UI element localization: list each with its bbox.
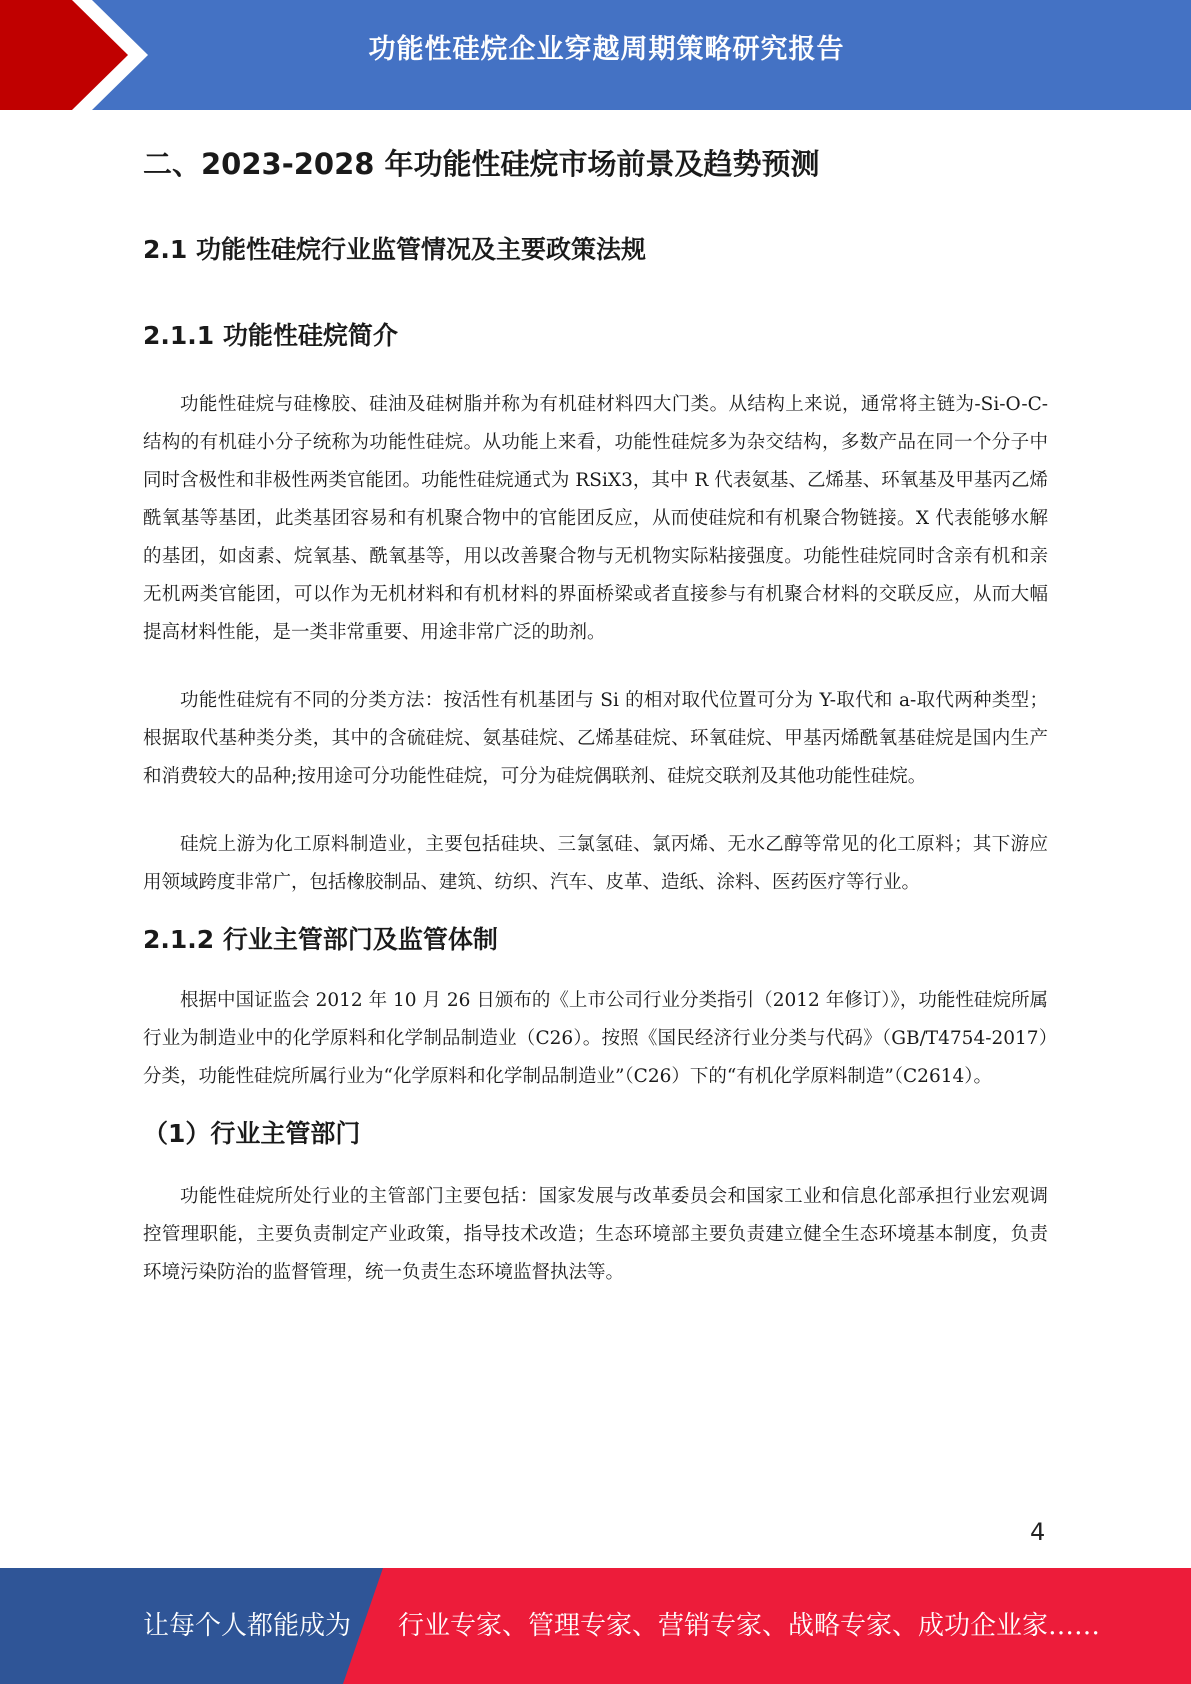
subsection-heading-intro: 2.1.1 功能性硅烷简介	[143, 321, 398, 350]
chapter-heading: 二、2023-2028 年功能性硅烷市场前景及趋势预测	[143, 147, 820, 181]
section-heading: 2.1 功能性硅烷行业监管情况及主要政策法规	[143, 235, 646, 264]
footer-banner	[0, 1568, 1191, 1684]
paragraph-authorities: 功能性硅烷所处行业的主管部门主要包括：国家发展与改革委员会和国家工业和信息化部承担行业宏观调控管理职能，主要负责制定产业政策，指导技术改造；生态环境部主要负责建立健全生态环境基本制度，负责环境污染防治的监督管理，统一负责生态环境监督执法等。	[143, 1186, 1048, 1283]
paragraph-classification: 功能性硅烷有不同的分类方法：按活性有机基团与 Si 的相对取代位置可分为 Y-取代和 a-取代两种类型；根据取代基种类分类，其中的含硫硅烷、氨基硅烷、乙烯基硅烷、环氧硅烷、甲基丙烯酰氧基硅烷是国内生产和消费较大的品种;按用途可分功能性硅烷，可分为硅烷偶联剂、硅烷交联剂及其他功能性硅烷。	[143, 690, 1048, 787]
report-title: 功能性硅烷企业穿越周期策略研究报告	[368, 34, 845, 65]
paragraph-intro: 功能性硅烷与硅橡胶、硅油及硅树脂并称为有机硅材料四大门类。从结构上来说，通常将主链为-Si-O-C-结构的有机硅小分子统称为功能性硅烷。从功能上来看，功能性硅烷多为杂交结构，多数产品在同一个分子中同时含极性和非极性两类官能团。功能性硅烷通式为 RSiX3，其中 R 代表氨基、乙烯基、环氧基及甲基丙乙烯酰氧基等基团，此类基团容易和有机聚合物中的官能团反应，从而使硅烷和有机聚合物链接。X 代表能够水解的基团，如卤素、烷氧基、酰氧基等，用以改善聚合物与无机物实际粘接强度。功能性硅烷同时含亲有机和亲无机两类官能团，可以作为无机材料和有机材料的界面桥梁或者直接参与有机聚合材料的交联反应，从而大幅提高材料性能，是一类非常重要、用途非常广泛的助剂。	[143, 394, 1048, 643]
paragraph-industry-classification: 根据中国证监会 2012 年 10 月 26 日颁布的《上市公司行业分类指引（2012 年修订）》，功能性硅烷所属行业为制造业中的化学原料和化学制品制造业（C26）。按照《国民经济行业分类与代码》（GB/T4754-2017）分类，功能性硅烷所属行业为“化学原料和化学制品制造业”（C26）下的“有机化学原料制造”（C2614）。	[143, 990, 1048, 1087]
page-number: 4	[1030, 1518, 1046, 1546]
subsection-heading-regulation: 2.1.2 行业主管部门及监管体制	[143, 925, 498, 954]
header-banner	[0, 0, 1191, 110]
paragraph-upstream-downstream: 硅烷上游为化工原料制造业，主要包括硅块、三氯氢硅、氯丙烯、无水乙醇等常见的化工原料；其下游应用领域跨度非常广，包括橡胶制品、建筑、纺织、汽车、皮革、造纸、涂料、医药医疗等行业。	[143, 834, 1048, 893]
footer-slogan: 让每个人都能成为	[143, 1611, 352, 1641]
page-content	[143, 130, 1048, 1292]
sub-heading-authorities: （1）行业主管部门	[143, 1119, 361, 1148]
footer-expert-list: 行业专家、管理专家、营销专家、战略专家、成功企业家……	[398, 1611, 1101, 1641]
